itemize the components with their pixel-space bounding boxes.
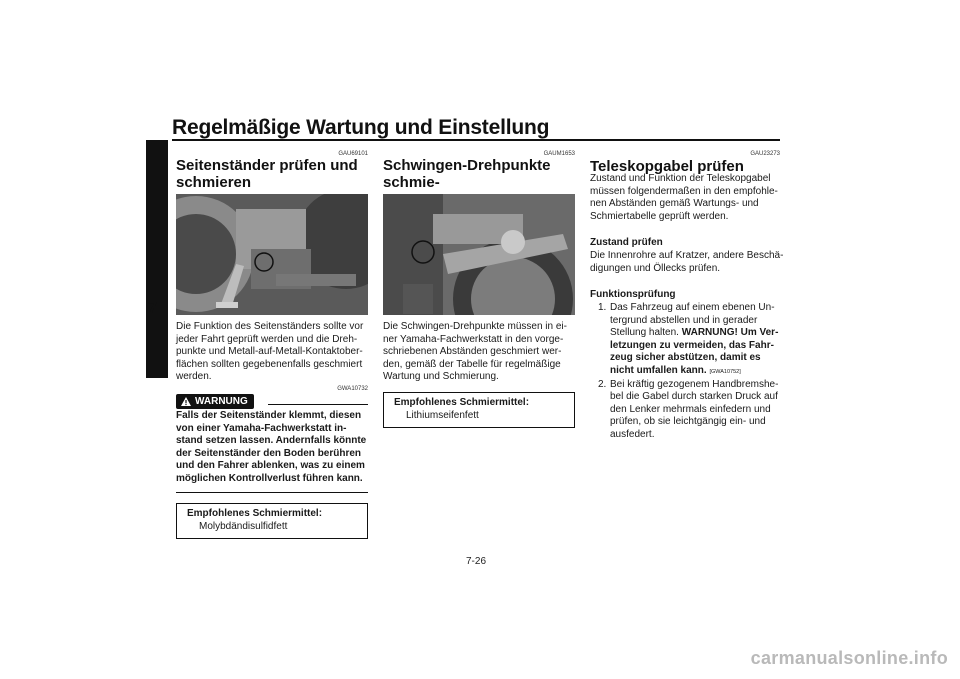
- warning-bottom-rule: [176, 492, 368, 493]
- warning-top-rule: [268, 404, 368, 405]
- heading-fork: Teleskopgabel prüfen: [590, 158, 744, 175]
- section-code-sidestand: GAU69101: [338, 151, 368, 157]
- section-code-fork: GAU23273: [750, 151, 780, 157]
- sidestand-body-text: Die Funktion des Seitenständers sollte vor jeder Fahrt geprüft werden und die Dreh- punkte und Metall-auf-Metall-Kontaktober- flächen sollten gegebenenfalls geschmiert werden.: [176, 321, 364, 383]
- fork-function-heading: Funktionsprüfung: [590, 289, 676, 300]
- swingarm-photo: [383, 194, 575, 315]
- warning-text: Falls der Seitenständer klemmt, diesen von einer Yamaha-Fachwerkstatt in- stand setzen lassen. Andernfalls könnte der Seitenständer den Boden berühren und den Fahrer ablenken, was zu einem möglichen Kontrollverlust führen kann.: [176, 410, 367, 484]
- section-code-swingarm: GAUM1653: [543, 151, 575, 157]
- warning-triangle-icon: [181, 397, 191, 406]
- fork-condition-heading: Zustand prüfen: [590, 237, 663, 248]
- warning-code: GWA10732: [337, 386, 368, 392]
- page-title: Regelmäßige Wartung und Einstellung: [172, 116, 550, 139]
- fork-condition-text: Die Innenrohre auf Kratzer, andere Beschä- digungen und Öllecks prüfen.: [590, 250, 784, 274]
- fork-intro-text: Zustand und Funktion der Teleskopgabel müssen folgendermaßen in den empfohle- nen Abständen gemäß Wartungs- und Schmiertabelle geprüft werden.: [590, 173, 778, 222]
- fork-steps-list: [598, 302, 788, 442]
- heading-swingarm: Schwingen-Drehpunkte schmie-: [383, 157, 551, 191]
- lubricant-box-sidestand: Empfohlenes Schmiermittel: Molybdändisulfidfett: [176, 503, 368, 539]
- chapter-number: 7: [148, 300, 157, 317]
- sidestand-photo: [176, 194, 368, 315]
- swingarm-body-text: Die Schwingen-Drehpunkte müssen in ei- ner Yamaha-Fachwerkstatt in den vorge- schriebenen Abständen geschmiert wer- den, gemäß der Tabelle für regelmäßige Wartung und Schmierung.: [383, 321, 567, 383]
- fork-step-2: 2. Bei kräftig gezogenem Handbremshe- bel die Gabel durch starken Druck auf den Lenker mehrmals einfedern und prüfen, ob sie leichtgängig ein- und ausfedert.: [598, 378, 779, 440]
- watermark-text: carmanualsonline.info: [750, 648, 948, 668]
- heading-sidestand: Seitenständer prüfen und schmieren: [176, 157, 358, 191]
- header-rule: [172, 139, 780, 141]
- lubricant-box-swingarm: Empfohlenes Schmiermittel: Lithiumseifenfett: [383, 392, 575, 428]
- warning-badge: WARNUNG: [176, 393, 254, 411]
- chapter-tab: [146, 140, 168, 378]
- fork-step-1: 1. Das Fahrzeug auf einem ebenen Un- tergrund abstellen und in gerader Stellung halten. WARNUNG! Um Ver- letzungen zu vermeiden, das Fahr- zeug sicher abstützen, damit es nicht umfallen kann. [GWA10752]: [598, 302, 779, 376]
- page-number: 7-26: [466, 556, 487, 567]
